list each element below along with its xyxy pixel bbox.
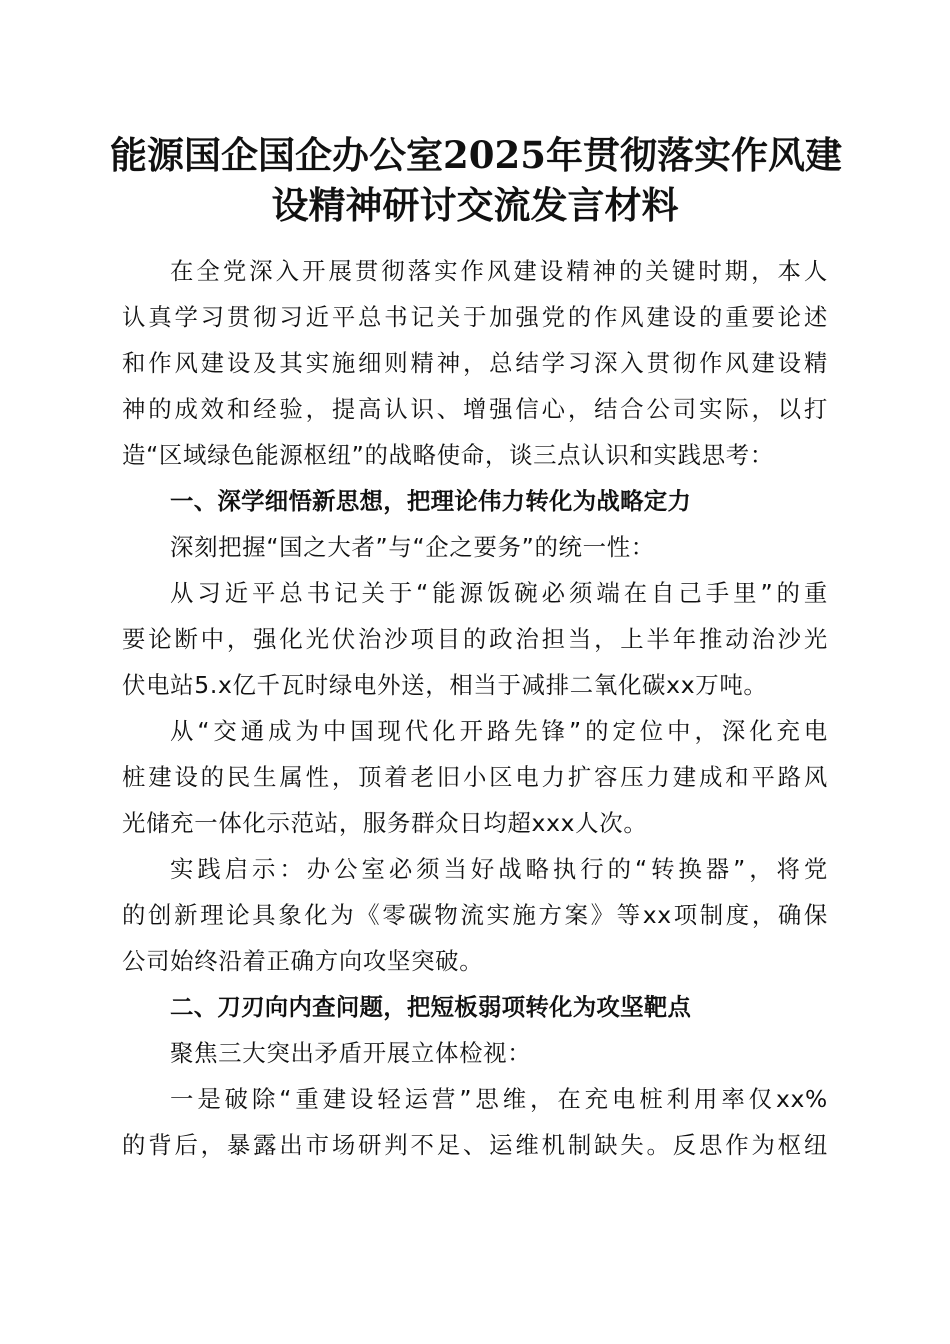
body-line: 光储充一体化示范站，服务群众日均超xxx人次。 [122, 809, 648, 837]
body-line: 聚焦三大突出矛盾开展立体检视： [170, 1039, 532, 1067]
body-line: 的创新理论具象化为《零碳物流实施方案》等xx项制度，确保 [122, 901, 828, 929]
body-line: 造“区域绿色能源枢纽”的战略使命，谈三点认识和实践思考： [122, 441, 774, 469]
section-heading: 二、刀刃向内查问题，把短板弱项转化为攻坚靶点 [170, 993, 692, 1021]
document-body [122, 248, 828, 1168]
body-line: 深刻把握“国之大者”与“企之要务”的统一性： [170, 533, 655, 561]
body-line: 要论断中，强化光伏治沙项目的政治担当，上半年推动治沙光 [122, 625, 828, 653]
body-line: 在全党深入开展贯彻落实作风建设精神的关键时期，本人 [170, 257, 828, 285]
body-line: 从习近平总书记关于“能源饭碗必须端在自己手里”的重 [170, 579, 828, 607]
body-line: 从“交通成为中国现代化开路先锋”的定位中，深化充电 [170, 717, 828, 745]
body-line: 和作风建设及其实施细则精神，总结学习深入贯彻作风建设精 [122, 349, 828, 377]
body-line: 神的成效和经验，提高认识、增强信心，结合公司实际，以打 [122, 395, 828, 423]
document-title [110, 130, 840, 230]
body-line: 一是破除“重建设轻运营”思维，在充电桩利用率仅xx% [170, 1085, 828, 1113]
body-line: 伏电站5.x亿千瓦时绿电外送，相当于减排二氧化碳xx万吨。 [122, 671, 768, 699]
body-line: 的背后，暴露出市场研判不足、运维机制缺失。反思作为枢纽 [122, 1131, 828, 1159]
body-line: 认真学习贯彻习近平总书记关于加强党的作风建设的重要论述 [122, 303, 828, 331]
body-line: 实践启示：办公室必须当好战略执行的“转换器”，将党 [170, 855, 828, 883]
title-line: 能源国企国企办公室2025年贯彻落实作风建 [110, 133, 842, 177]
body-line: 桩建设的民生属性，顶着老旧小区电力扩容压力建成和平路风 [122, 763, 828, 791]
title-line: 设精神研讨交流发言材料 [271, 183, 679, 227]
section-heading: 一、深学细悟新思想，把理论伟力转化为战略定力 [170, 487, 692, 515]
body-line: 公司始终沿着正确方向攻坚突破。 [122, 947, 484, 975]
